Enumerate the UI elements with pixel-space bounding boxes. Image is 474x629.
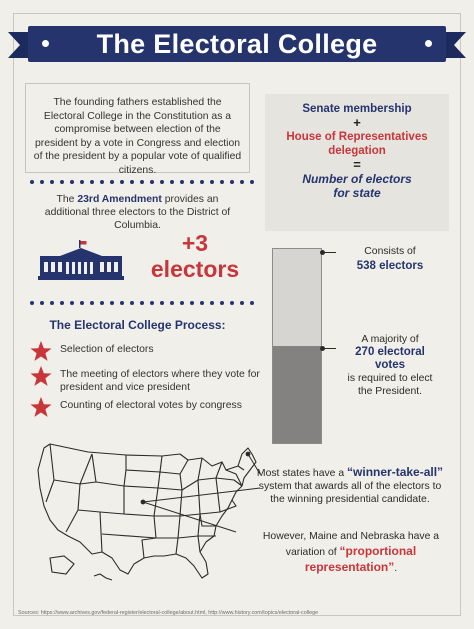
star-icon <box>30 396 52 418</box>
banner-ribbon <box>28 26 446 62</box>
elector-formula <box>265 102 449 200</box>
divider-dot <box>240 301 244 305</box>
divider-dot <box>120 180 124 184</box>
divider-dot <box>160 180 164 184</box>
divider-dot <box>160 301 164 305</box>
divider-dot <box>170 180 174 184</box>
total-value: 538 electors <box>356 260 424 272</box>
wta-prefix: Most states have a <box>256 468 348 479</box>
us-map-illustration <box>30 440 270 590</box>
process-step-text: Counting of electoral votes by congress <box>60 400 242 411</box>
majority-value: 270 electoral votes <box>355 346 425 371</box>
title-banner <box>0 24 474 64</box>
divider-dot <box>240 180 244 184</box>
divider-dots-1 <box>30 180 254 184</box>
divider-dot <box>30 301 34 305</box>
majority-prefix: A majority of <box>361 334 419 345</box>
amendment-suffix: provides an additional three electors to the District of Columbia. <box>44 194 231 231</box>
divider-dots-2 <box>30 301 254 305</box>
divider-dot <box>60 180 64 184</box>
divider-dot <box>90 301 94 305</box>
prop-prefix: However, Maine and Nebraska have a variation of <box>262 531 440 558</box>
wta-highlight: “winner-take-all” <box>347 465 444 479</box>
star-icon <box>30 365 52 387</box>
sources-footer: Sources: https://www.archives.gov/federal-register/electoral-college/about.html, http://www.history.com/topics/electoral-college <box>18 610 319 616</box>
banner-dot-right <box>425 40 432 47</box>
majority-suffix: is required to elect the President. <box>347 373 433 397</box>
divider-dot <box>130 301 134 305</box>
formula-house: House of Representatives delegation <box>286 131 428 157</box>
divider-dot <box>190 180 194 184</box>
wta-suffix: system that awards all of the electors to the winning presidential candidate. <box>258 481 442 505</box>
divider-dot <box>80 180 84 184</box>
divider-dot <box>130 180 134 184</box>
divider-dot <box>210 301 214 305</box>
divider-dot <box>150 301 154 305</box>
plus-three-electors <box>140 230 250 282</box>
divider-dot <box>80 301 84 305</box>
divider-dot <box>170 301 174 305</box>
divider-dot <box>140 180 144 184</box>
formula-equals: = <box>353 157 361 172</box>
divider-dot <box>50 180 54 184</box>
banner-dot-left <box>42 40 49 47</box>
divider-dot <box>180 301 184 305</box>
divider-dot <box>40 180 44 184</box>
formula-plus: + <box>353 115 361 130</box>
divider-dot <box>100 301 104 305</box>
star-icon <box>30 340 52 362</box>
divider-dot <box>60 301 64 305</box>
process-step-text: Selection of electors <box>60 344 154 355</box>
plus-three-label: electors <box>150 256 240 282</box>
total-electors-label <box>335 245 445 274</box>
divider-dot <box>220 180 224 184</box>
divider-dot <box>90 180 94 184</box>
divider-dot <box>140 301 144 305</box>
amendment-text <box>40 193 235 232</box>
electors-bar <box>272 248 322 444</box>
divider-dot <box>70 180 74 184</box>
divider-dot <box>110 301 114 305</box>
divider-dot <box>220 301 224 305</box>
divider-dot <box>100 180 104 184</box>
formula-senate: Senate membership <box>302 103 412 115</box>
total-prefix: Consists of <box>364 246 416 257</box>
winner-take-all-text <box>252 466 448 506</box>
plus-three-value: +3 <box>181 230 209 256</box>
majority-fill <box>273 346 321 443</box>
page-title: The Electoral College <box>96 28 378 59</box>
divider-dot <box>30 180 34 184</box>
divider-dot <box>120 301 124 305</box>
divider-dot <box>150 180 154 184</box>
majority-label <box>335 333 445 398</box>
divider-dot <box>230 301 234 305</box>
divider-dot <box>40 301 44 305</box>
proportional-text <box>250 530 452 576</box>
intro-text: The founding fathers established the Electoral College in the Constitution as a compromise between election of the president by a vote in Congress and election of the president by a popular vote of qualified citizens. <box>33 97 242 176</box>
formula-result: Number of electors for state <box>302 172 412 200</box>
amendment-prefix: The <box>56 194 78 205</box>
white-house-icon <box>38 240 124 280</box>
prop-highlight: “proportional representation” <box>304 544 417 574</box>
divider-dot <box>50 301 54 305</box>
divider-dot <box>210 180 214 184</box>
divider-dot <box>200 301 204 305</box>
prop-suffix: . <box>394 563 398 574</box>
process-title: The Electoral College Process: <box>49 318 226 332</box>
divider-dot <box>230 180 234 184</box>
divider-dot <box>180 180 184 184</box>
divider-dot <box>190 301 194 305</box>
divider-dot <box>110 180 114 184</box>
total-leader-dot <box>320 250 325 255</box>
amendment-highlight: 23rd Amendment <box>77 194 162 205</box>
divider-dot <box>70 301 74 305</box>
process-step-text: The meeting of electors where they vote for president and vice president <box>60 369 260 393</box>
divider-dot <box>250 180 254 184</box>
majority-leader-dot <box>320 346 325 351</box>
divider-dot <box>250 301 254 305</box>
divider-dot <box>200 180 204 184</box>
